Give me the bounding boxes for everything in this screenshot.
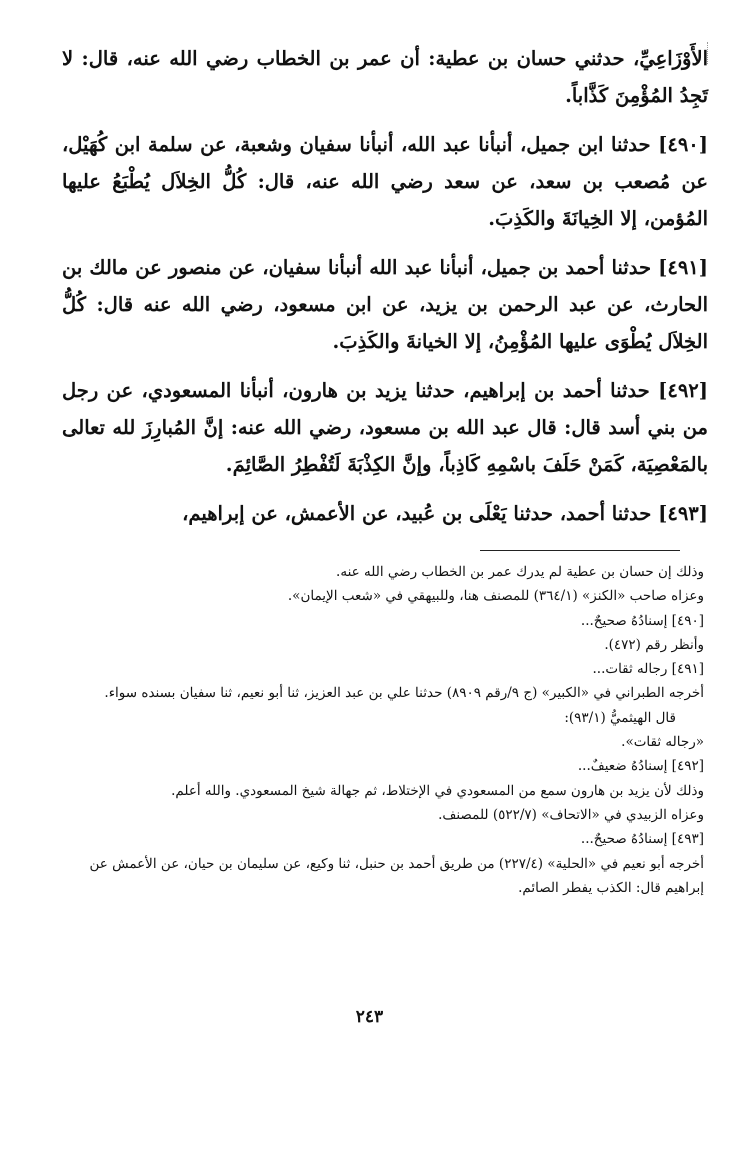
footnote: «رجاله ثقات».	[621, 734, 704, 751]
paragraph-490: [٤٩٠] حدثنا ابن جميل، أنبأنا عبد الله، أنبأنا سفيان وشعبة، عن سلمة ابن كُهَيْل، عن مُصعب بن سعد، عن سعد رضي الله عنه، قال: كُلُّ الخِلاَل يُطْبَعُ عليها المُؤمن، إلا الخِيانَةَ والكَذِبَ.	[62, 133, 709, 230]
footnote: وعزاه صاحب «الكنز» (٣٦٤/١) للمصنف هنا، وللبيهقي في «شعب الإيمان».	[287, 588, 704, 605]
footnote: [٤٩٠] إسنادُهُ صحيحٌ...	[580, 612, 704, 629]
footnote: أخرجه أبو نعيم في «الحلية» (٢٢٧/٤) من طريق أحمد بن حنبل، ثنا وكيع، عن سليمان بن حيان، عن الأعمش عن إبراهيم قال: الكذب يفطر الصائم.	[89, 855, 704, 896]
footnote: وعزاه الزبيدي في «الاتحاف» (٥٢٢/٧) للمصنف.	[438, 806, 704, 823]
footnote: [٤٩١] رجاله ثقات...	[592, 661, 704, 678]
footnote: [٤٩٢] إسنادُهُ ضعيفٌ...	[577, 758, 704, 775]
page-number: ٢٤٣	[355, 1007, 384, 1027]
paragraph-491: [٤٩١] حدثنا أحمد بن جميل، أنبأنا عبد الله أنبأنا سفيان، عن منصور عن مالك بن الحارث، عن عبد الرحمن بن يزيد، عن ابن مسعود، رضي الله عنه قال: كُلُّ الخِلاَل يُطْوَى عليها المُؤْمِنُ، إلا الخيانةَ والكَذِبَ.	[62, 256, 708, 353]
paragraph-493: [٤٩٣] حدثنا أحمد، حدثنا يَعْلَى بن عُبيد، عن الأعمش، عن إبراهيم،	[182, 502, 708, 525]
footnote: وذلك لأن يزيد بن هارون سمع من المسعودي في الإختلاط، ثم جهالة شيخ المسعودي. والله أعلم.	[171, 782, 704, 799]
main-text	[62, 40, 708, 544]
footnotes	[64, 560, 704, 900]
footnote: [٤٩٣] إسنادُهُ صحيحٌ...	[580, 831, 704, 848]
paragraph-492: [٤٩٢] حدثنا أحمد بن إبراهيم، حدثنا يزيد بن هارون، أنبأنا المسعودي، عن رجل من بني أسد قال: قال عبد الله بن مسعود، رضي الله عنه: إنَّ المُبارِزَ لله تعالى بالمَعْصِيَة، كَمَنْ حَلَفَ باسْمِهِ كَاذِباً، وإنَّ الكِذْبَةَ لَتُفْطِرُ الصَّائِمَ.	[62, 379, 708, 476]
footnote: قال الهيثميُّ (٩٣/١):	[564, 709, 676, 726]
paragraph-continuation: الأَوْزَاعِيِّ، حدثني حسان بن عطية: أن عمر بن الخطاب رضي الله عنه، قال: لا تَجِدُ المُؤْمِنَ كَذَّاباً.	[62, 47, 708, 107]
footnote: وذلك إن حسان بن عطية لم يدرك عمر بن الخطاب رضي الله عنه.	[336, 564, 704, 580]
footnote-divider	[480, 550, 680, 551]
footnote: وأنظر رقم (٤٧٢).	[604, 636, 704, 653]
footnote: أخرجه الطبراني في «الكبير» (ج ٩/رقم ٨٩٠٩) حدثنا علي بن عبد العزيز، ثنا أبو نعيم، ثنا سفيان بسنده سواء.	[104, 685, 704, 702]
